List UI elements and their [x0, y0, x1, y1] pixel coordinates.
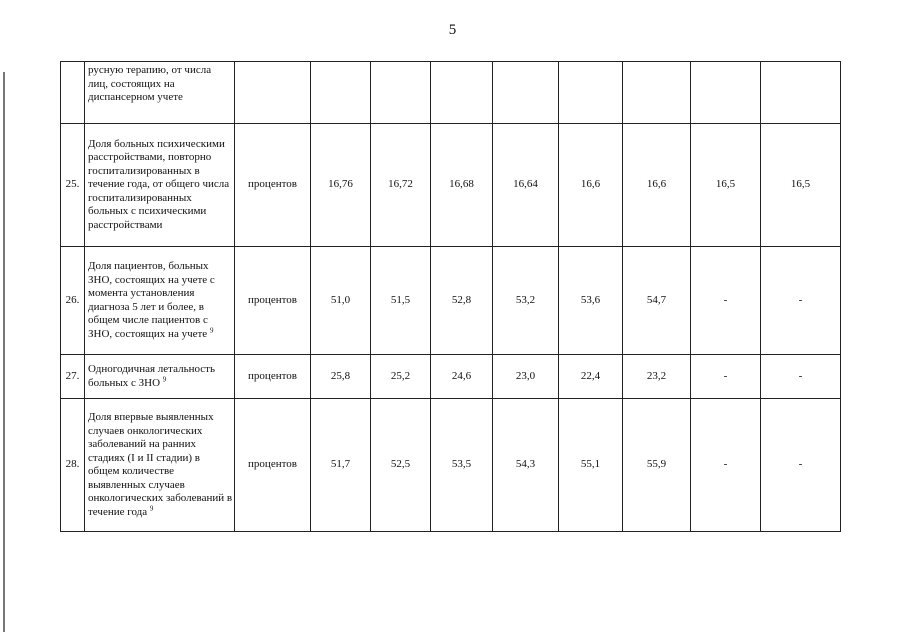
table-row — [61, 399, 841, 532]
indicator-name: Доля пациентов, больных ЗНО, состоящих на учете с момента установления диагноза 5 лет и более, в общем числе пациентов с ЗНО, состоящих на учете — [88, 260, 215, 340]
value-cell — [493, 62, 559, 124]
value-cell: 53,6 — [559, 247, 623, 355]
value-cell: 16,5 — [761, 124, 841, 247]
value-cell: - — [691, 247, 761, 355]
indicator-name: Одногодичная летальность больных с ЗНО — [88, 363, 215, 389]
value-cell: 25,8 — [311, 355, 371, 399]
value-cell: 51,5 — [371, 247, 431, 355]
indicator-name-cell — [85, 355, 235, 399]
footnote-marker: 9 — [162, 374, 167, 383]
value-cell: 16,6 — [559, 124, 623, 247]
indicator-name-cell — [85, 124, 235, 247]
footnote-marker: 9 — [149, 503, 154, 512]
value-cell: 53,5 — [431, 399, 493, 532]
row-number-cell: 28. — [61, 399, 85, 532]
value-cell — [371, 62, 431, 124]
value-cell: - — [691, 355, 761, 399]
value-cell: 54,7 — [623, 247, 691, 355]
value-cell: 24,6 — [431, 355, 493, 399]
indicator-name: Доля впервые выявленных случаев онкологических заболеваний на ранних стадиях (I и II стадии) в общем количестве выявленных случаев онкологических заболеваний в течение года — [88, 411, 233, 518]
table-row — [61, 355, 841, 399]
value-cell: 23,0 — [493, 355, 559, 399]
value-cell: 55,1 — [559, 399, 623, 532]
indicator-name-cell — [85, 399, 235, 532]
row-number-cell — [61, 62, 85, 124]
value-cell: 53,2 — [493, 247, 559, 355]
value-cell — [761, 62, 841, 124]
table-row — [61, 124, 841, 247]
indicators-table — [60, 61, 841, 532]
value-cell: 16,6 — [623, 124, 691, 247]
value-cell: - — [691, 399, 761, 532]
row-number-cell: 26. — [61, 247, 85, 355]
unit-cell: процентов — [235, 355, 311, 399]
unit-cell: процентов — [235, 124, 311, 247]
value-cell: 16,64 — [493, 124, 559, 247]
footnote-marker: 9 — [209, 325, 214, 334]
value-cell: 51,0 — [311, 247, 371, 355]
value-cell: - — [761, 399, 841, 532]
value-cell — [559, 62, 623, 124]
value-cell — [691, 62, 761, 124]
value-cell: - — [761, 247, 841, 355]
value-cell — [431, 62, 493, 124]
unit-cell: процентов — [235, 399, 311, 532]
table-row — [61, 247, 841, 355]
value-cell: 25,2 — [371, 355, 431, 399]
table-row — [61, 62, 841, 124]
indicator-name-cell: русную терапию, от числа лиц, состоящих на диспансерном учете — [85, 62, 235, 124]
value-cell: - — [761, 355, 841, 399]
indicator-name-cell — [85, 247, 235, 355]
value-cell: 16,76 — [311, 124, 371, 247]
value-cell: 54,3 — [493, 399, 559, 532]
value-cell: 22,4 — [559, 355, 623, 399]
value-cell: 52,5 — [371, 399, 431, 532]
value-cell — [623, 62, 691, 124]
page-number: 5 — [448, 22, 457, 38]
value-cell: 16,5 — [691, 124, 761, 247]
value-cell: 52,8 — [431, 247, 493, 355]
unit-cell: процентов — [235, 247, 311, 355]
value-cell: 16,68 — [431, 124, 493, 247]
value-cell — [311, 62, 371, 124]
value-cell: 23,2 — [623, 355, 691, 399]
value-cell: 55,9 — [623, 399, 691, 532]
page-edge-line — [3, 72, 5, 632]
value-cell: 51,7 — [311, 399, 371, 532]
unit-cell — [235, 62, 311, 124]
row-number-cell: 27. — [61, 355, 85, 399]
indicator-name: Доля больных психическими расстройствами, повторно госпитализированных в течение года, от общего числа госпитализированных больных с психическими расстройствами — [88, 137, 230, 231]
row-number-cell: 25. — [61, 124, 85, 247]
value-cell: 16,72 — [371, 124, 431, 247]
